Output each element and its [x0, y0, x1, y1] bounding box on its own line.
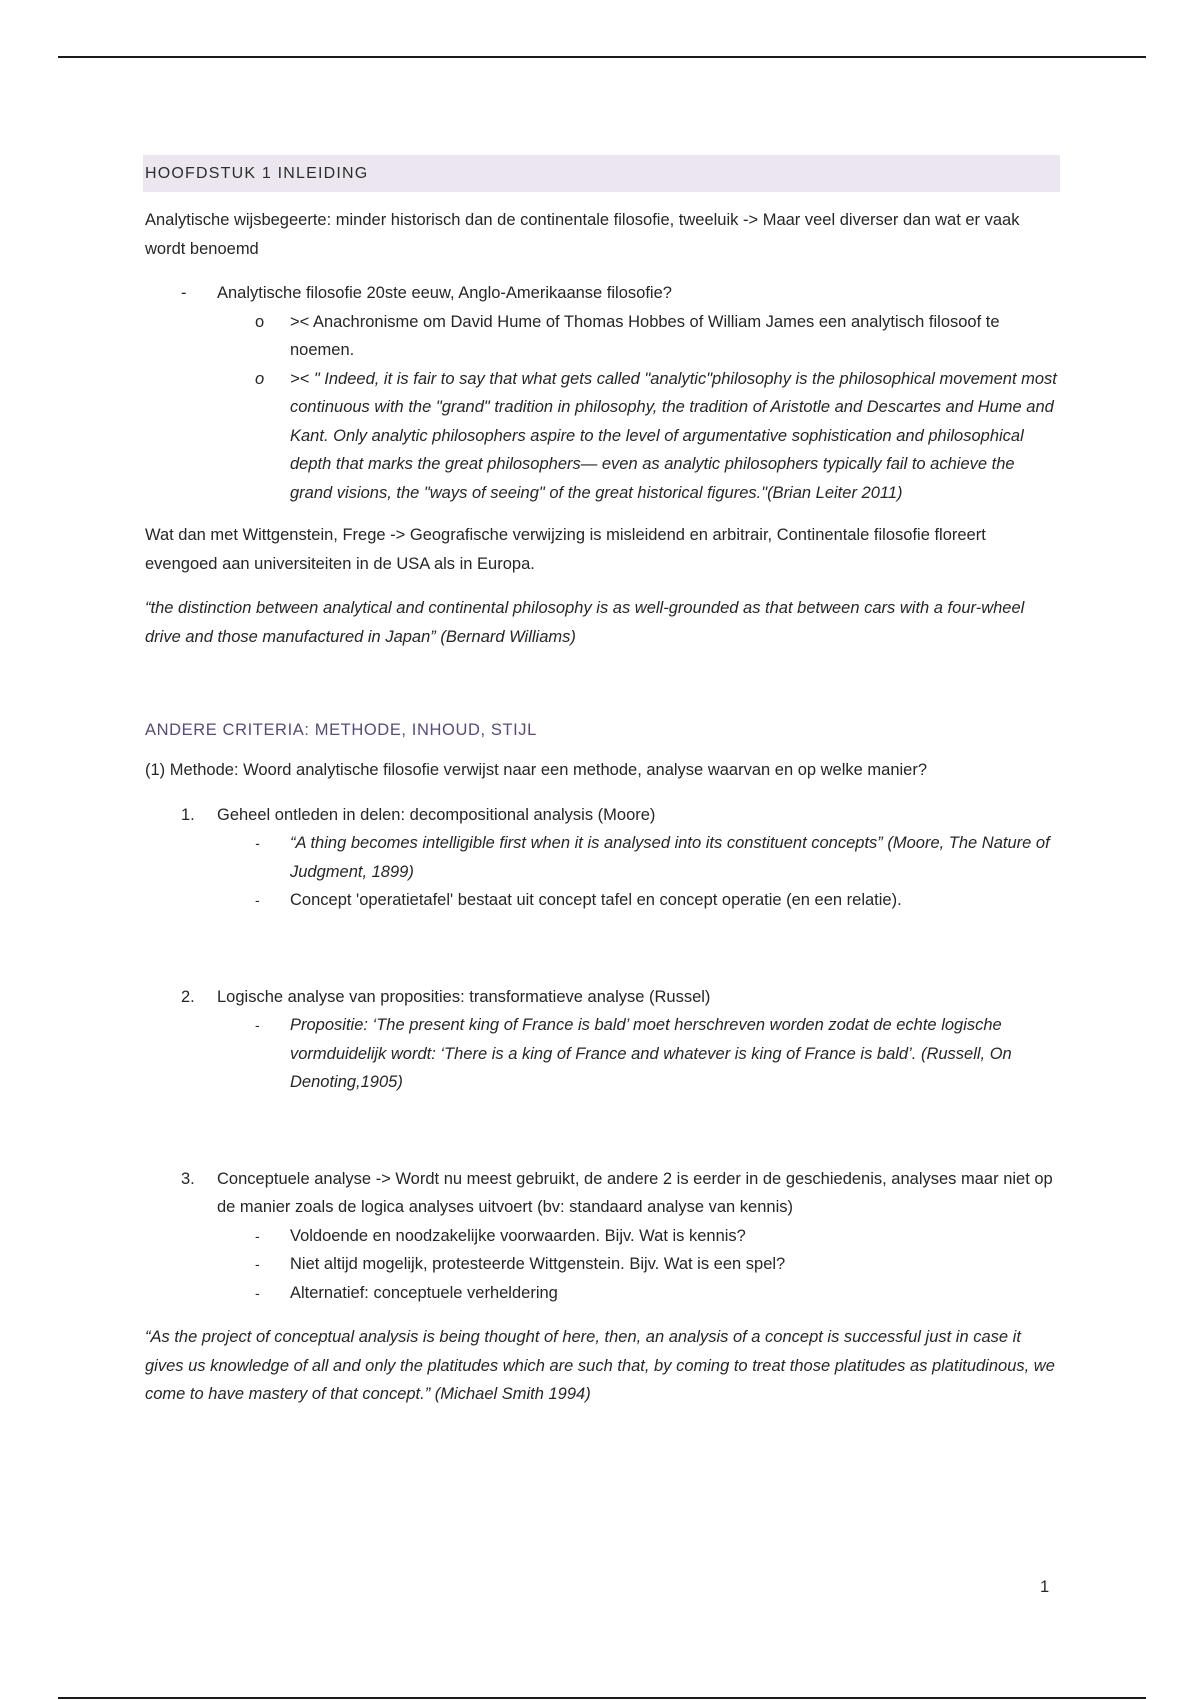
methode-paragraph: (1) Methode: Woord analytische filosofie verwijst naar een methode, analyse waarvan en op welke manier? — [145, 761, 928, 779]
item-number: 1. — [181, 805, 195, 824]
document-page — [145, 155, 1060, 1409]
numbered-item-text: Geheel ontleden in delen: decompositional analysis (Moore) — [217, 805, 656, 824]
wittgenstein-paragraph: Wat dan met Wittgenstein, Frege -> Geografische verwijzing is misleidend en arbitrair, Continentale filosofie floreert evengoed aan universiteiten in de USA als in Europa. — [145, 526, 986, 573]
item-number: 3. — [181, 1169, 195, 1188]
dash-bullet: - — [255, 1227, 260, 1244]
dash-bullet: - — [181, 284, 187, 302]
bottom-rule — [58, 1697, 1146, 1699]
numbered-item-text: Logische analyse van proposities: transformatieve analyse (Russel) — [217, 987, 711, 1006]
sub-list-item-text: Niet altijd mogelijk, protesteerde Wittgenstein. Bijv. Wat is een spel? — [290, 1255, 786, 1273]
list-item-text: Analytische filosofie 20ste eeuw, Anglo-Amerikaanse filosofie? — [217, 284, 672, 302]
dash-bullet: - — [255, 835, 260, 851]
williams-quote: “the distinction between analytical and continental philosophy is as well-grounded as that between cars with a four-wheel drive and those manufactured in Japan” (Bernard Williams) — [145, 599, 1025, 646]
sub-list-item-text: Concept 'operatietafel' bestaat uit concept tafel en concept operatie (en een relatie). — [290, 891, 902, 909]
sub-list-item — [145, 1279, 1060, 1308]
page-number: 1 — [1040, 1578, 1050, 1596]
sub-list-item — [145, 365, 1060, 508]
sub-list-item-text: Voldoende en noodzakelijke voorwaarden. Bijv. Wat is kennis? — [290, 1226, 746, 1245]
sub-list-item — [145, 886, 1060, 915]
numbered-item — [145, 983, 1060, 1012]
sub-list-item — [145, 308, 1060, 365]
circle-bullet: o — [255, 312, 265, 331]
dash-bullet: - — [255, 892, 260, 908]
sub-list-item — [145, 1222, 1060, 1251]
dash-bullet: - — [255, 1256, 260, 1272]
sub-list-item-text: >< Anachronisme om David Hume of Thomas Hobbes of William James een analytisch filosoof te noemen. — [290, 312, 1000, 359]
dash-bullet: - — [255, 1284, 260, 1301]
sub-list-item — [145, 1250, 1060, 1279]
numbered-item-text: Conceptuele analyse -> Wordt nu meest gebruikt, de andere 2 is eerder in de geschiedenis, analyses maar niet op de manier zoals de logica analyses uitvoert (bv: standaard analyse van kennis) — [217, 1169, 1053, 1216]
sub-list-item — [145, 829, 1060, 886]
moore-quote: “A thing becomes intelligible first when it is analysed into its constituent concepts” (Moore, The Nature of Judgment, 1899) — [290, 834, 1050, 881]
section-heading: ANDERE CRITERIA: METHODE, INHOUD, STIJL — [145, 721, 537, 739]
numbered-item — [145, 801, 1060, 830]
leiter-quote: >< " Indeed, it is fair to say that what gets called "analytic"philosophy is the philosophical movement most continuous with the "grand" tradition in philosophy, the tradition of Aristotle and Descartes and Hume and Kant. Only analytic philosophers aspire to the level of argumentative sophistication and philosophical depth that marks the great philosophers— even as analytic philosophers typically fail to achieve the grand visions, the "ways of seeing" of the great historical figures."(Brian Leiter 2011) — [290, 369, 1057, 502]
dash-bullet: - — [255, 1017, 260, 1033]
russell-proposition: Propositie: ‘The present king of France is bald’ moet herschreven worden zodat de echte logische vormduidelijk wordt: ‘There is a king of France and whatever is king of France is bald’. (Russell, On Denoting,1905) — [290, 1016, 1012, 1091]
circle-bullet: o — [255, 369, 265, 388]
list-item — [145, 279, 1060, 308]
sub-list-item — [145, 1011, 1060, 1097]
item-number: 2. — [181, 987, 195, 1006]
intro-paragraph: Analytische wijsbegeerte: minder historisch dan de continentale filosofie, tweeluik -> Maar veel diverser dan wat er vaak wordt benoemd — [145, 211, 1020, 258]
numbered-item — [145, 1165, 1060, 1222]
smith-quote: “As the project of conceptual analysis is being thought of here, then, an analysis of a concept is successful just in case it gives us knowledge of all and only the platitudes which are such that, by coming to treat those platitudes as platitudinous, we come to have mastery of that concept.” (Michael Smith 1994) — [145, 1328, 1055, 1403]
top-rule — [58, 56, 1146, 58]
sub-list-item-text: Alternatief: conceptuele verheldering — [290, 1283, 558, 1302]
chapter-heading: HOOFDSTUK 1 INLEIDING — [143, 155, 1060, 192]
